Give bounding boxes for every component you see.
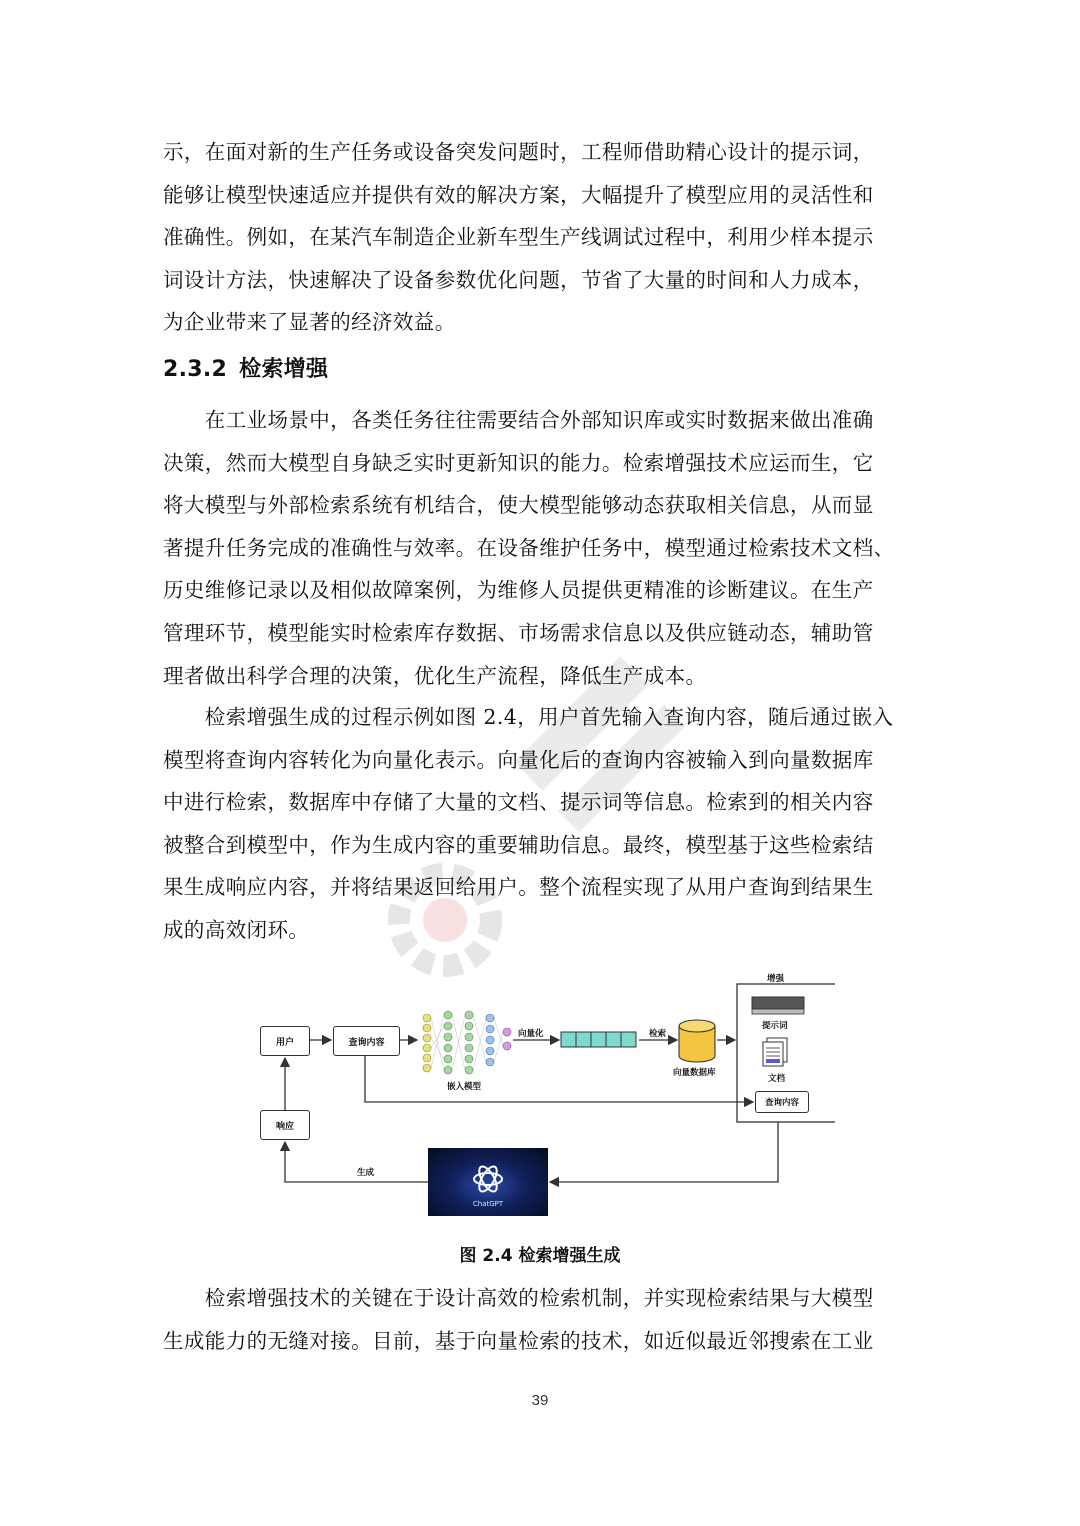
rag-diagram	[255, 970, 835, 1222]
document-label: 文档	[768, 1074, 786, 1084]
text-line: 能够让模型快速适应并提供有效的解决方案，大幅提升了模型应用的灵活性和	[163, 182, 874, 207]
section-title: 检索增强	[239, 357, 329, 382]
prompt-label: 提示词	[762, 1021, 788, 1031]
retrieve-label: 检索	[649, 1029, 667, 1039]
text-line: 将大模型与外部检索系统有机结合，使大模型能够动态获取相关信息，从而显	[163, 493, 874, 518]
text-line: 检索增强技术的关键在于设计高效的检索机制，并实现检索结果与大模型	[163, 1286, 874, 1310]
text-line: 被整合到模型中，作为生成内容的重要辅助信息。最终，模型基于这些检索结	[163, 832, 874, 857]
text-line: 检索增强生成的过程示例如图 2.4，用户首先输入查询内容，随后通过嵌入	[163, 705, 894, 729]
paragraph-1	[163, 399, 923, 697]
text-line: 词设计方法，快速解决了设备参数优化问题，节省了大量的时间和人力成本，	[163, 267, 874, 292]
vector-cells-icon	[561, 1032, 636, 1047]
text-line: 历史维修记录以及相似故障案例，为维修人员提供更精准的诊断建议。在生产	[163, 578, 874, 603]
paragraph-3	[163, 1277, 923, 1362]
section-heading	[163, 352, 328, 383]
text-line: 中进行检索，数据库中存储了大量的文档、提示词等信息。检索到的相关内容	[163, 790, 874, 815]
text-line: 果生成响应内容，并将结果返回给用户。整个流程实现了从用户查询到结果生	[163, 875, 874, 900]
text-line: 模型将查询内容转化为向量化表示。向量化后的查询内容被输入到向量数据库	[163, 747, 874, 772]
text-line: 成的高效闭环。	[163, 917, 310, 942]
document-icon	[763, 1038, 787, 1066]
text-line: 在工业场景中，各类任务往往需要结合外部知识库或实时数据来做出准确	[163, 408, 874, 432]
text-line: 准确性。例如，在某汽车制造企业新车型生产线调试过程中，利用少样本提示	[163, 225, 874, 250]
vector-db-label: 向量数据库	[673, 1068, 716, 1078]
embedding-network-icon	[423, 1011, 511, 1074]
text-line: 管理环节，模型能实时检索库存数据、市场需求信息以及供应链动态，辅助管	[163, 620, 874, 645]
chatgpt-panel	[428, 1148, 548, 1216]
text-line: 生成能力的无缝对接。目前，基于向量检索的技术，如近似最近邻搜索在工业	[163, 1328, 874, 1353]
page-number: 39	[531, 1392, 549, 1409]
text-line: 理者做出科学合理的决策，优化生产流程，降低生产成本。	[163, 663, 707, 688]
augment-label: 增强	[767, 974, 785, 984]
prompt-bar-icon	[752, 997, 804, 1009]
chatgpt-label: ChatGPT	[472, 1200, 504, 1208]
text-line: 示，在面对新的生产任务或设备突发问题时，工程师借助精心设计的提示词，	[163, 140, 874, 164]
figure-caption: 图 2.4 检索增强生成	[459, 1246, 621, 1266]
user-box: 用户	[260, 1026, 310, 1056]
section-number: 2.3.2	[163, 357, 228, 382]
augment-query-box: 查询内容	[755, 1091, 809, 1113]
database-icon	[679, 1020, 715, 1062]
query-box: 查询内容	[333, 1026, 400, 1056]
paragraph-2	[163, 696, 923, 952]
text-line: 为企业带来了显著的经济效益。	[163, 310, 456, 335]
embedding-model-label: 嵌入模型	[447, 1082, 482, 1092]
intro-paragraph	[163, 131, 923, 344]
text-line: 决策，然而大模型自身缺乏实时更新知识的能力。检索增强技术应运而生，它	[163, 450, 874, 475]
generate-label: 生成	[357, 1168, 375, 1178]
vectorize-label: 向量化	[518, 1029, 544, 1039]
response-box: 响应	[260, 1110, 310, 1140]
text-line: 著提升任务完成的准确性与效率。在设备维护任务中，模型通过检索技术文档、	[163, 535, 895, 560]
